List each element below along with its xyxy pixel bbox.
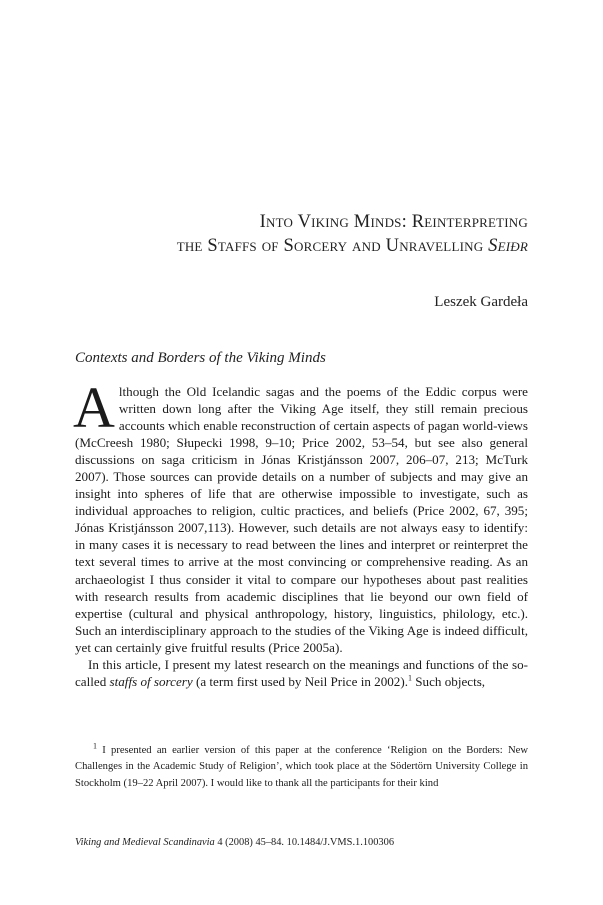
paragraph-1-text: lthough the Old Icelandic sagas and the poems of the Eddic corpus were written down long after the Viking Age itself, they still remain precious accounts which enable reconstruction of certain aspects of pagan world-views (McCreesh 1980; Słupecki 1998, 9–10; Price 2002, 53–54, but see also general discussions on saga criticism in Jónas Kristjánsson 2007, 206–07, 213; McTurk 2007). Those sources can provide details on a number of subjects and may give an insight into spheres of life that are otherwise impossible to investigate, such as individual approaches to religion, cultic practices, and beliefs (Price 2002, 67, 395; Jónas Kristjánsson 2007,113). However, such details are not always easy to identify: in many cases it is necessary to read between the lines and interpret or reinterpret the text several times to arrive at the most convincing or comprehensive reading. As an archaeologist I thus consider it vital to compare our hypotheses about past realities with research results from academic disciplines that lie beyond our own field of expertise (cultural and physical anthropology, history, linguistics, philology, etc.). Such an interdisciplinary approach to the studies of the Viking Age is indeed difficult, yet can certainly give fruitful results (Price 2005a). <box>75 384 528 655</box>
footnote <box>75 743 528 792</box>
paragraph-2 <box>75 656 528 690</box>
paragraph-2-text-a: In this article, I present my latest research on the meanings and functions of the so-called <box>75 656 528 689</box>
title-line-1: Into Viking Minds: Reinterpreting <box>259 212 528 232</box>
article-title <box>68 210 528 258</box>
footnote-number: 1 <box>93 741 97 751</box>
footnote-reference[interactable]: 1 <box>407 673 412 683</box>
paragraph-2-text-c: Such objects, <box>411 673 486 689</box>
paragraph-2-text-b: (a term first used by Neil Price in 2002). <box>192 673 408 689</box>
running-footer <box>75 837 394 848</box>
title-line-2-text: the Staffs of Sorcery and Unravelling <box>176 236 484 256</box>
title-line-2 <box>68 234 528 258</box>
section-heading: Contexts and Borders of the Viking Minds <box>75 350 326 366</box>
paragraph-1 <box>73 375 528 656</box>
journal-citation: 4 (2008) 45–84. 10.1484/J.VMS.1.100306 <box>214 837 395 848</box>
journal-name: Viking and Medieval Scandinavia <box>75 837 215 848</box>
title-italic-term: Seiðr <box>488 236 528 256</box>
footnote-text: I presented an earlier version of this paper at the conference ‘Religion on the Borders: New Challenges in the Academic Study of Religion’, which took place at the Södertörn University College in Stockholm (19–22 April 2007). I would like to thank all the participants for their kind <box>75 745 528 789</box>
body-text <box>73 375 528 690</box>
drop-cap: A <box>73 375 115 440</box>
author-name: Leszek Gardeła <box>434 294 528 310</box>
paragraph-2-italic: staffs of sorcery <box>109 673 193 689</box>
